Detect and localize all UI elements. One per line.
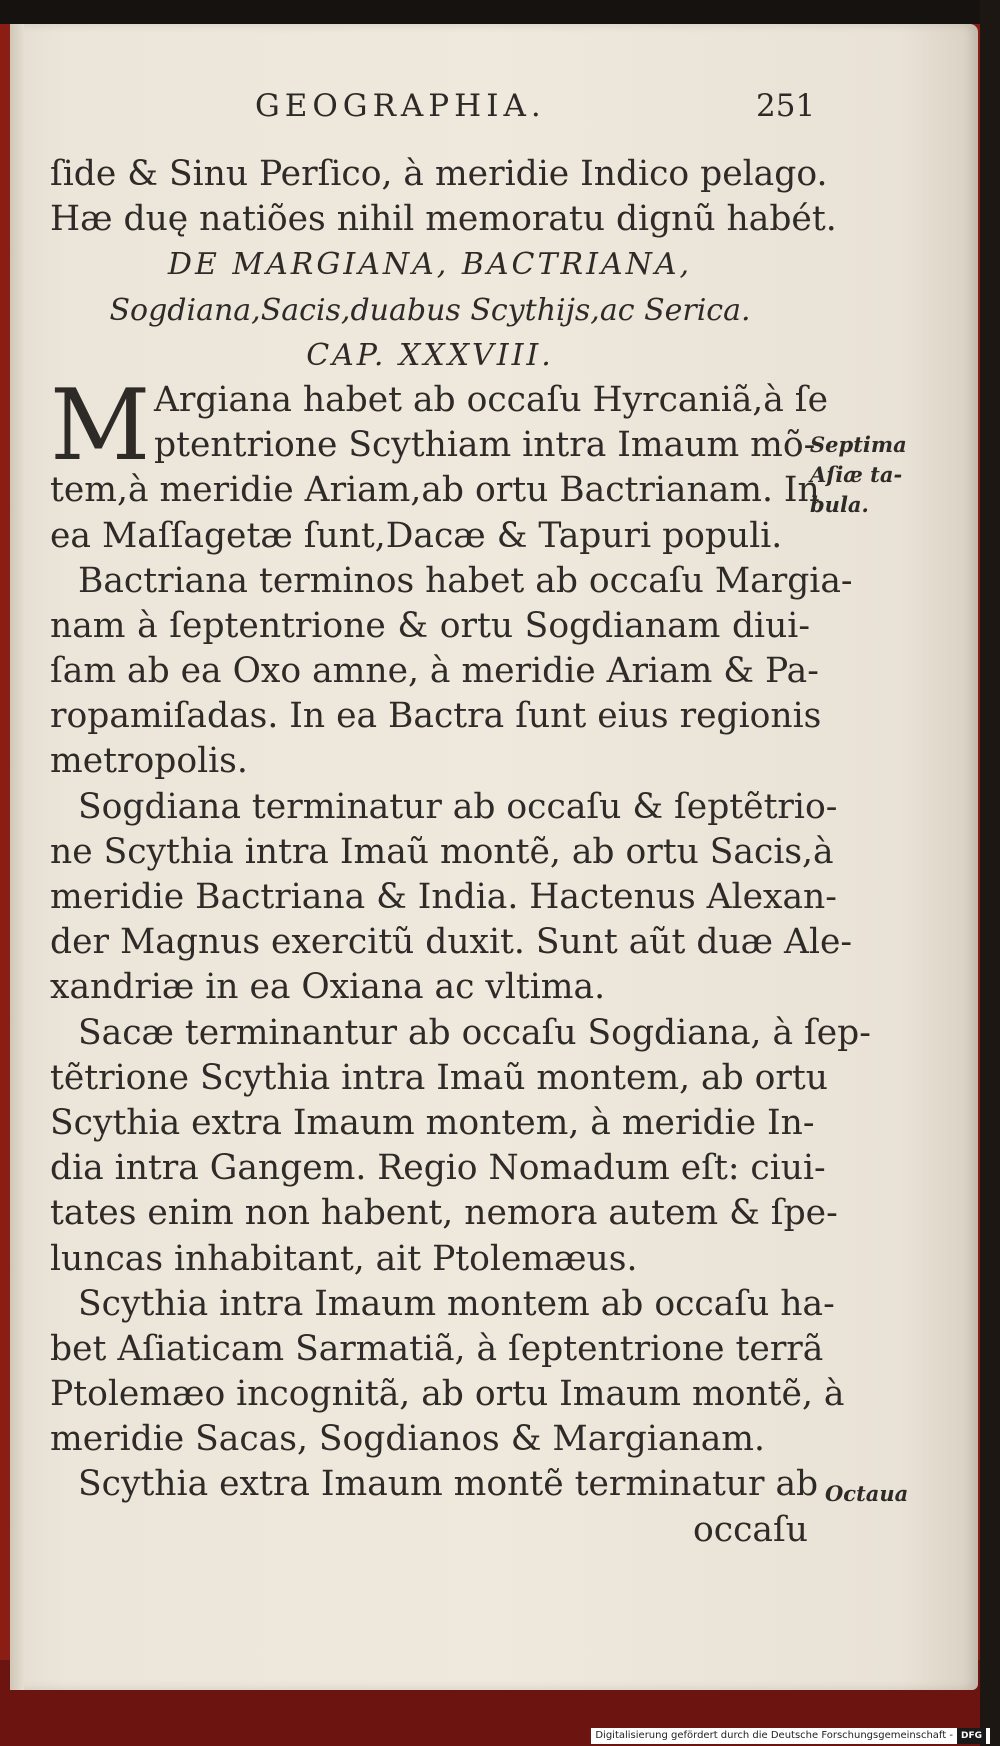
scan-right-border <box>980 0 1000 1746</box>
scan-top-border <box>0 0 1000 24</box>
page-gutter <box>10 24 24 1690</box>
text-line: Scythia extra Imaum montẽ terminatur ab <box>78 1464 819 1505</box>
text-line: Bactriana terminos habet ab occaſu Margia- <box>78 560 853 601</box>
text-line: Hæ duę natiões nihil memoratu dignũ habét. <box>50 199 837 240</box>
marginal-note-line: bula. <box>810 492 869 517</box>
text-line: tates enim non habent, nemora autem & ſpe- <box>50 1193 838 1234</box>
page-number: 251 <box>756 88 816 124</box>
text-line: nam à ſeptentrione & ortu Sogdianam diui- <box>50 605 810 646</box>
text-line: Scythia intra Imaum montem ab occaſu ha- <box>78 1283 835 1324</box>
paragraph-margiana <box>50 368 828 559</box>
chapter-heading-line-2: Sogdiana,Sacis,duabus Scythijs,ac Serica. <box>109 292 751 328</box>
dfg-logo: DFG <box>957 1728 986 1744</box>
text-line: der Magnus exercitũ duxit. Sunt aũt duæ Ale- <box>50 922 853 963</box>
paragraph-scythia-extra <box>50 1462 819 1552</box>
chapter-heading-line-1: DE MARGIANA, BACTRIANA, <box>167 247 693 283</box>
marginal-note-septima <box>810 430 930 520</box>
chapter-number: CAP. XXXVIII. <box>306 337 554 373</box>
digitization-credit <box>591 1728 990 1744</box>
drop-capital: M <box>50 368 151 483</box>
text-line: ea Maſſagetæ ſunt,Dacæ & Tapuri populi. <box>50 515 783 556</box>
text-line: meridie Bactriana & India. Hactenus Alexan- <box>50 877 837 917</box>
text-line: ſide & Sinu Perſico, à meridie Indico pelago. <box>50 154 828 194</box>
text-line: metropolis. <box>50 741 248 782</box>
marginal-note-line: Septima <box>810 432 907 457</box>
running-head-title: GEOGRAPHIA. <box>255 88 546 124</box>
text-line: Ptolemæo incognitã, ab ortu Imaum montẽ, à <box>50 1374 845 1415</box>
text-line: Sogdiana terminatur ab occaſu & ſeptẽtrio- <box>78 786 838 827</box>
text-line: Scythia extra Imaum montem, à meridie In- <box>50 1102 815 1143</box>
paragraph-scythia-intra <box>50 1282 845 1463</box>
text-line: ropamiſadas. In ea Bactra ſunt eius regionis <box>50 696 822 737</box>
text-line: dia intra Gangem. Regio Nomadum eſt: ciui- <box>50 1148 826 1189</box>
text-line: Argiana habet ab occaſu Hyrcaniã,à ſe <box>154 379 828 420</box>
paragraph-bactriana <box>50 559 853 785</box>
running-head <box>10 88 978 138</box>
text-line: tẽtrione Scythia intra Imaũ montem, ab ortu <box>50 1057 828 1098</box>
text-line: Sacæ terminantur ab occaſu Sogdiana, à ſep- <box>78 1012 871 1053</box>
catchword: occaſu <box>693 1509 808 1550</box>
text-line: meridie Sacas, Sogdianos & Margianam. <box>50 1419 765 1460</box>
text-line: ne Scythia intra Imaũ montẽ, ab ortu Sacis,à <box>50 831 834 872</box>
text-line: tem,à meridie Ariam,ab ortu Bactrianam. In <box>50 470 820 511</box>
text-line: ptentrione Scythiam intra Imaum mõ- <box>154 425 816 466</box>
paragraph-sogdiana <box>50 785 853 1011</box>
text-line: luncas inhabitant, ait Ptolemæus. <box>50 1238 638 1279</box>
text-line: ſam ab ea Oxo amne, à meridie Ariam & Pa- <box>50 651 819 692</box>
marginal-note-line: Aſiæ ta- <box>810 462 903 487</box>
book-page <box>10 24 978 1690</box>
text-line: xandriæ in ea Oxiana ac vltima. <box>50 967 606 1008</box>
marginal-note-octaua: Octaua <box>825 1481 909 1506</box>
credit-text: Digitalisierung gefördert durch die Deutsche Forschungsgemeinschaft - <box>595 1730 953 1741</box>
paragraph-sacae <box>50 1011 871 1282</box>
text-line: bet Aſiaticam Sarmatiã, à ſeptentrione terrã <box>50 1328 824 1369</box>
